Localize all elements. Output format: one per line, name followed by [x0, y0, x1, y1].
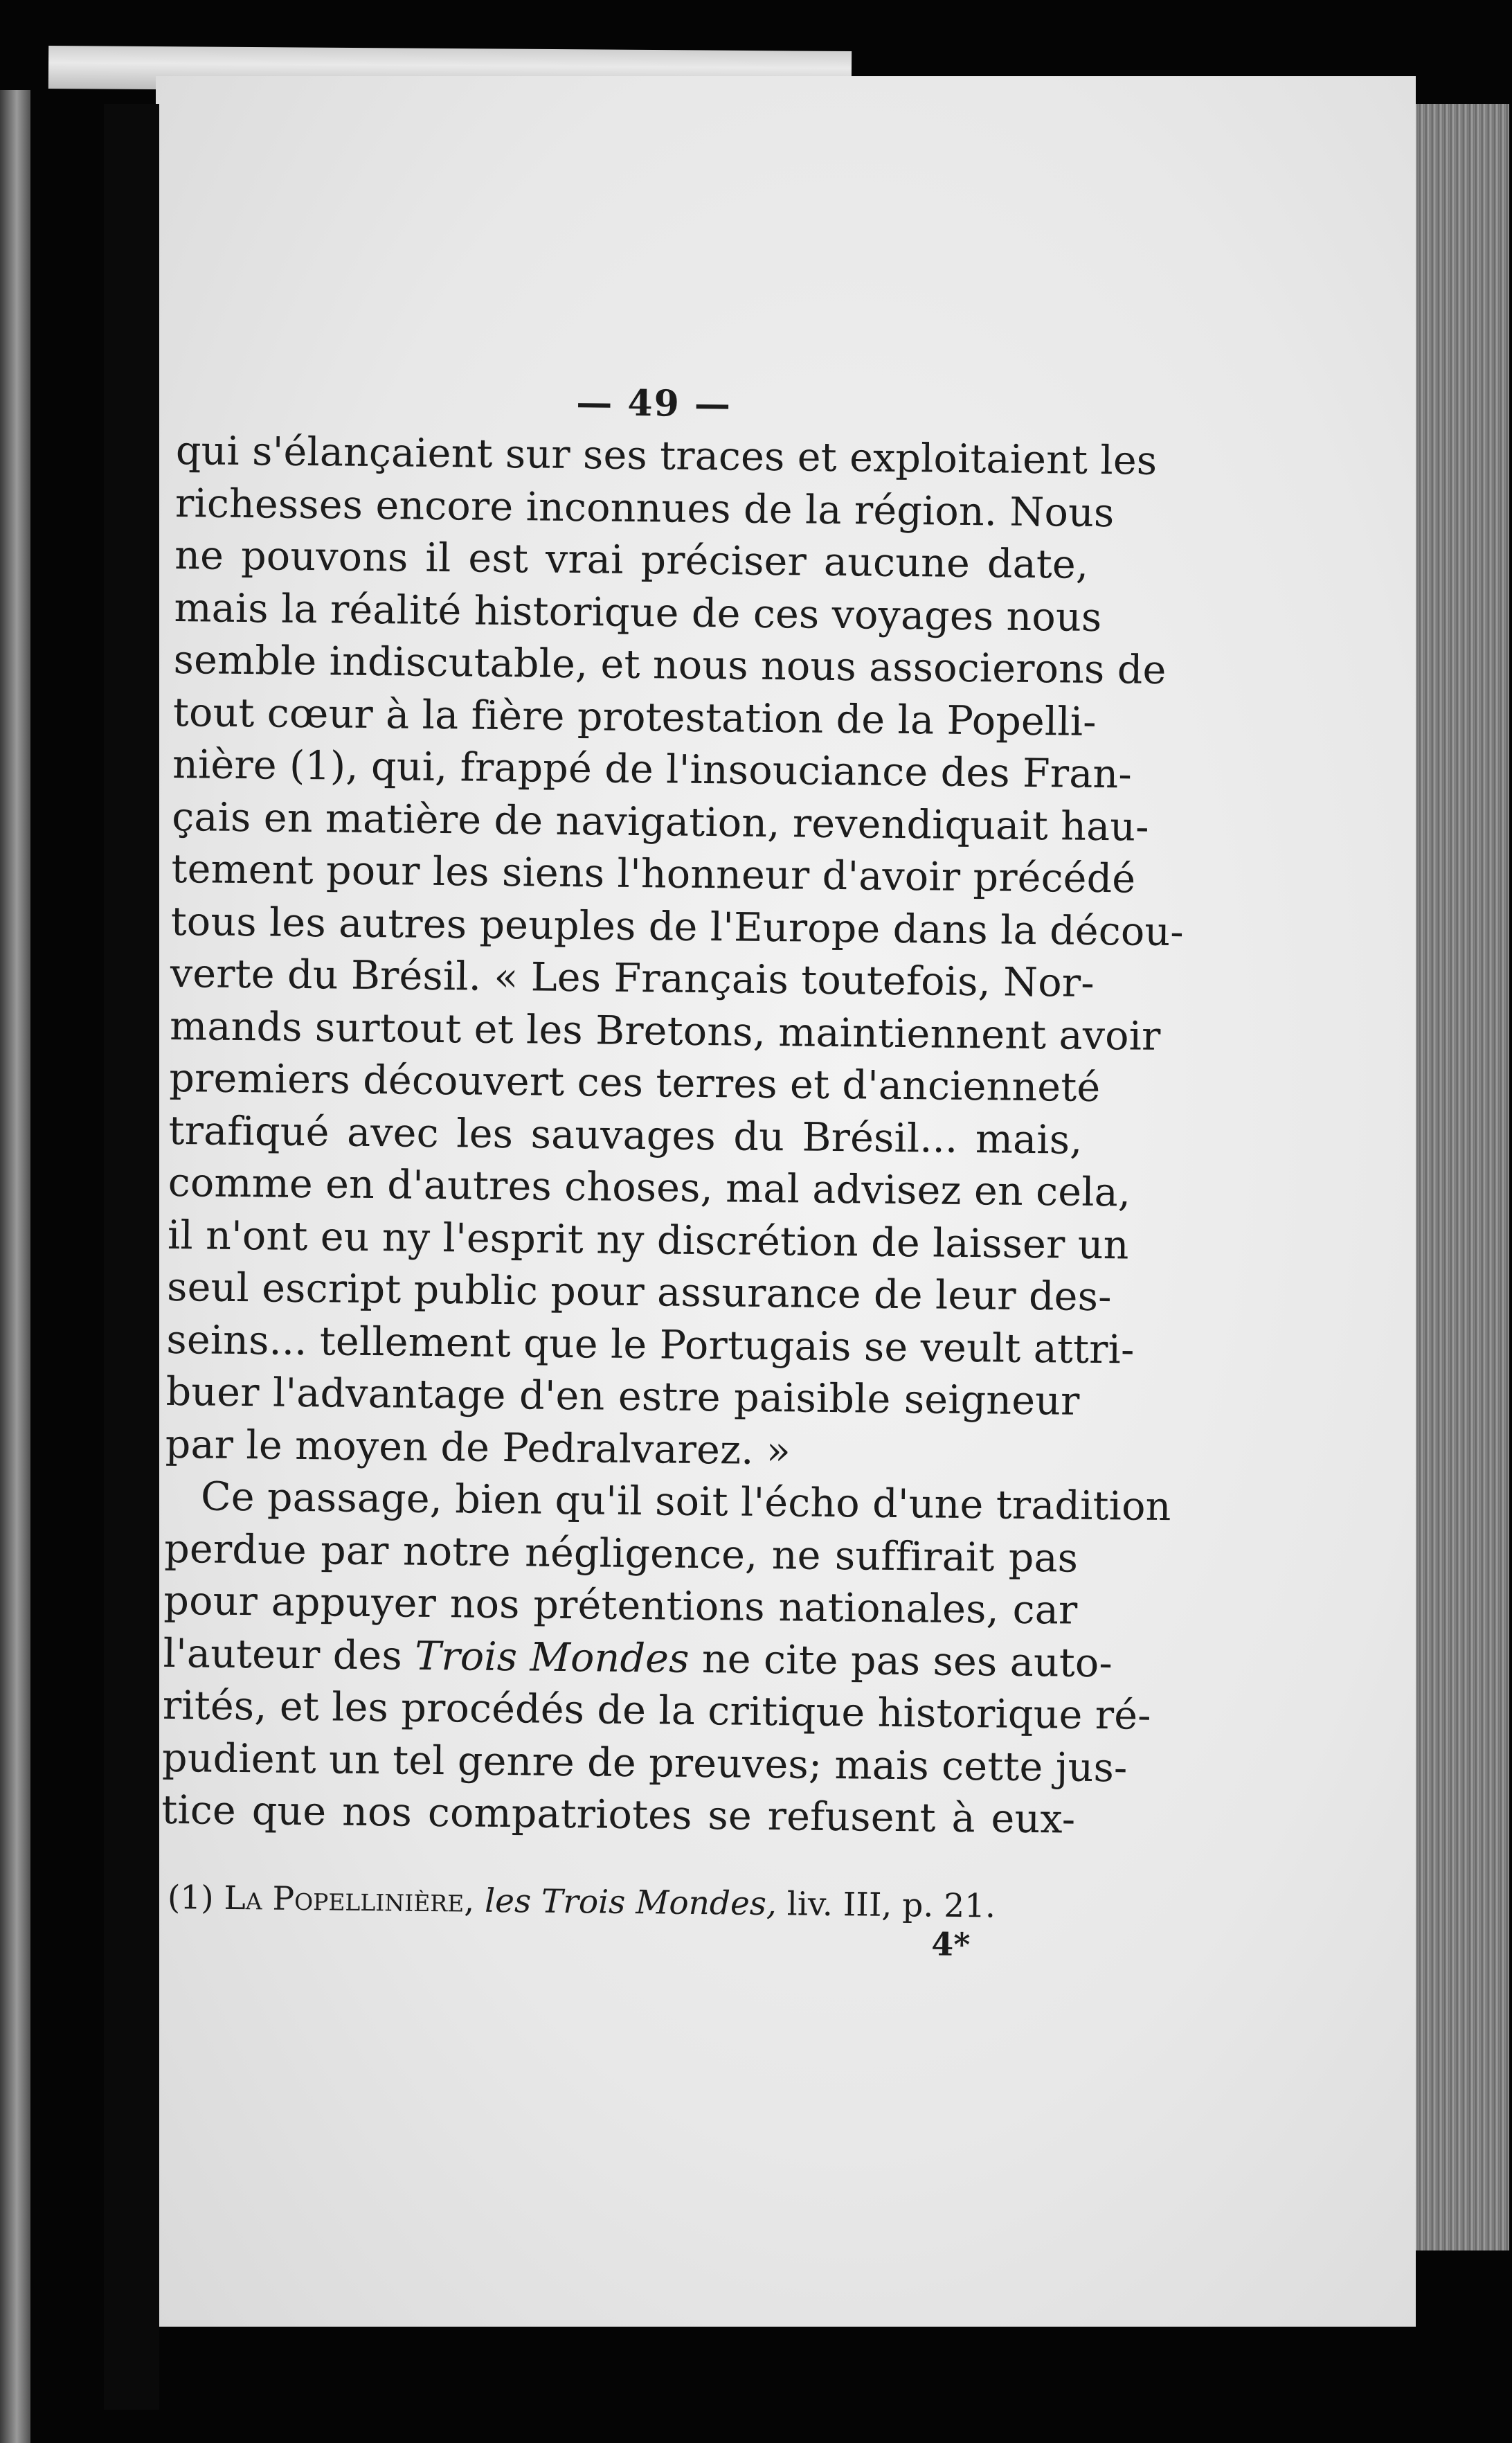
book-page-edges: [1405, 104, 1509, 2250]
paragraph-1: [165, 425, 1185, 1480]
text-line: buer l'advantage d'en estre paisible seigneur: [165, 1368, 1080, 1424]
footnote-author: La Popellinière,: [224, 1879, 475, 1920]
text-line: richesses encore inconnues de la région. Nous: [174, 480, 1115, 536]
text-line: seul escript public pour assurance de leur des-: [166, 1264, 1112, 1321]
left-edge-strip: [0, 90, 30, 2443]
footnote-title: les Trois Mondes,: [474, 1881, 777, 1923]
text-line: tice que nos compatriotes se refusent à eux-: [161, 1787, 1076, 1843]
text-line: qui s'élançaient sur ses traces et exploitaient les: [175, 427, 1158, 484]
text-line: nière (1), qui, frappé de l'insouciance des Fran-: [172, 741, 1133, 798]
text-line: mais la réalité historique de ces voyages nous: [174, 584, 1102, 641]
page-text-block: [160, 377, 1185, 1963]
text-line: pour appuyer nos prétentions nationales, car: [163, 1577, 1078, 1634]
text-line: comme en d'autres choses, mal advisez en cela,: [168, 1159, 1131, 1216]
text-line: Ce passage, bien qu'il soit l'écho d'une tradition: [200, 1474, 1171, 1530]
text-line: verte du Brésil. « Les Français toutefois, Nor-: [170, 950, 1095, 1006]
text-line: il n'ont eu ny l'esprit ny discrétion de laisser un: [167, 1212, 1129, 1268]
text-line: rités, et les procédés de la critique historique ré-: [162, 1682, 1152, 1739]
book-title-italic: Trois Mondes: [414, 1633, 690, 1682]
text-segment: ne cite pas ses auto-: [689, 1636, 1113, 1686]
text-line: tous les autres peuples de l'Europe dans la décou-: [170, 898, 1185, 955]
text-line: pudient un tel genre de preuves; mais cette jus-: [161, 1735, 1128, 1791]
text-line: seins... tellement que le Portugais se veult attri-: [166, 1316, 1135, 1373]
text-line: trafiqué avec les sauvages du Brésil... mais,: [168, 1107, 1083, 1163]
footnote-marker: (1): [167, 1878, 224, 1917]
text-line: semble indiscutable, et nous nous associerons de: [173, 636, 1167, 693]
text-line: tout cœur à la fière protestation de la Popelli-: [172, 689, 1097, 745]
text-line: par le moyen de Pedralvarez. »: [165, 1421, 791, 1474]
gutter-shadow: [104, 104, 159, 2410]
text-line-with-title: [163, 1627, 1113, 1689]
signature-mark: 4*: [931, 1925, 971, 1963]
paragraph-2: [161, 1471, 1171, 1846]
text-line: perdue par notre négligence, ne suffirait pas: [163, 1525, 1079, 1582]
footnote-reference: liv. III, p. 21.: [776, 1884, 996, 1926]
text-line: mands surtout et les Bretons, maintiennent avoir: [169, 1003, 1161, 1059]
page-number: — 49 —: [576, 382, 732, 426]
text-line: ne pouvons il est vrai préciser aucune date,: [174, 532, 1089, 588]
text-segment: l'auteur des: [163, 1630, 415, 1679]
text-line: tement pour les siens l'honneur d'avoir précédé: [171, 845, 1136, 902]
text-line: premiers découvert ces terres et d'ancienneté: [169, 1055, 1101, 1111]
text-line: çais en matière de navigation, revendiquait hau-: [172, 794, 1150, 850]
